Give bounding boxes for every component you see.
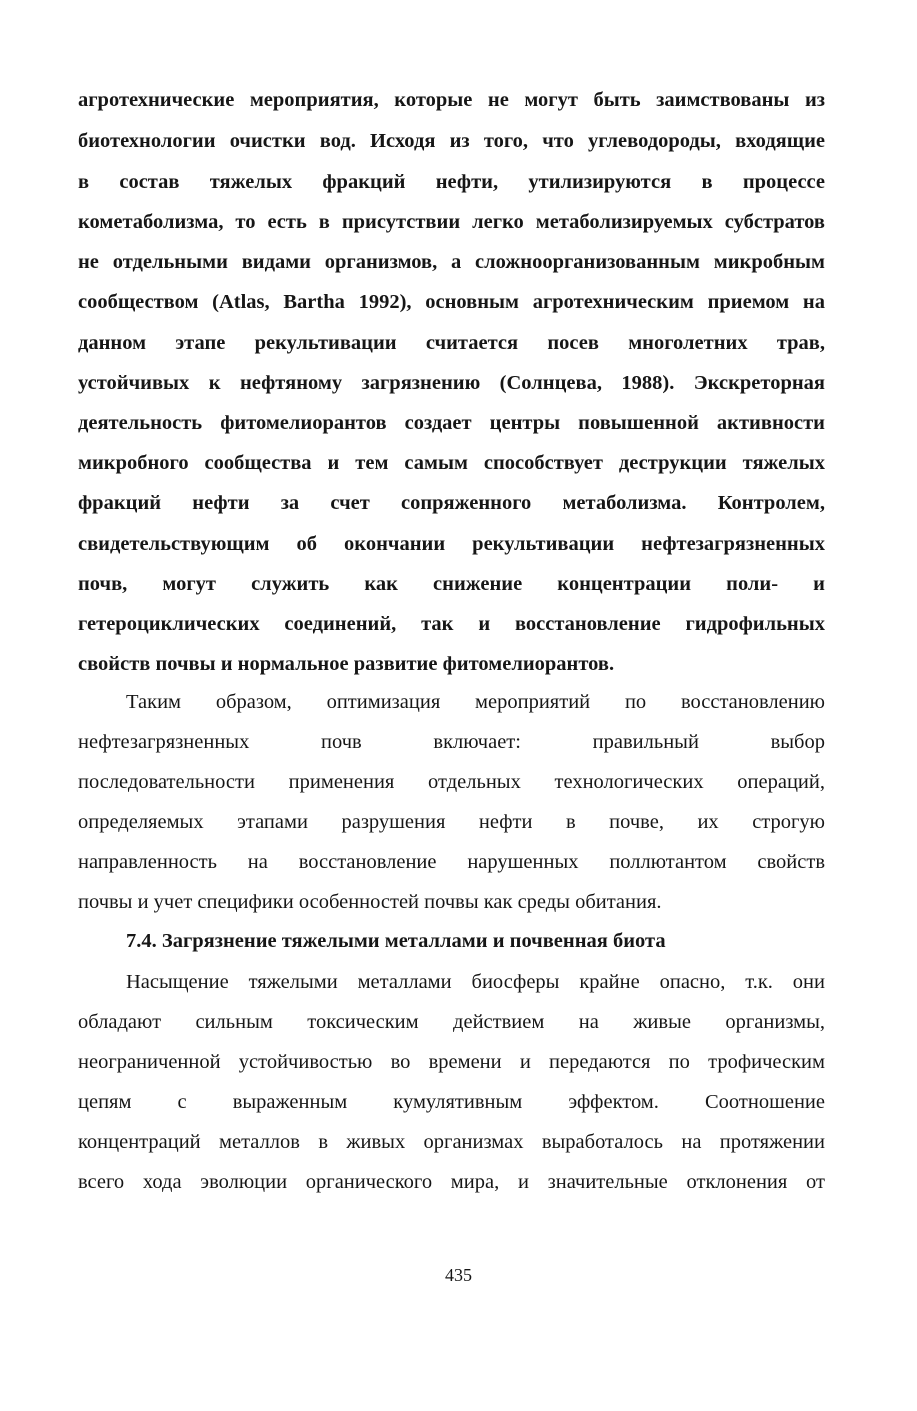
text-line: свойств почвы и нормальное развитие фитомелиорантов. [78, 653, 615, 675]
text-line: Таким образом, оптимизация мероприятий по восстановлению [126, 691, 825, 713]
text-line: концентраций металлов в живых организмах выработалось на протяжении [78, 1131, 825, 1153]
text-line: гетероциклических соединений, так и восстановление гидрофильных [78, 613, 825, 635]
text-line: биотехнологии очистки вод. Исходя из того, что углеводороды, входящие [78, 130, 825, 152]
text-line: почвы и учет специфики особенностей почвы как среды обитания. [78, 891, 662, 913]
text-line: определяемых этапами разрушения нефти в почве, их строгую [78, 811, 825, 833]
text-line: почв, могут служить как снижение концентрации поли- и [78, 573, 825, 595]
text-line: сообществом (Atlas, Bartha 1992), основным агротехническим приемом на [78, 291, 825, 313]
text-line: кометаболизма, то есть в присутствии легко метаболизируемых субстратов [78, 211, 825, 233]
text-line: не отдельными видами организмов, а сложноорганизованным микробным [78, 251, 825, 273]
text-line: данном этапе рекультивации считается посев многолетних трав, [78, 332, 825, 354]
text-line: свидетельствующим об окончании рекультивации нефтезагрязненных [78, 533, 825, 555]
page-number: 435 [445, 1265, 472, 1285]
text-line: последовательности применения отдельных технологических операций, [78, 771, 825, 793]
section-heading: 7.4. Загрязнение тяжелыми металлами и почвенная биота [126, 930, 666, 952]
text-line: обладают сильным токсическим действием на живые организмы, [78, 1011, 825, 1033]
text-line: фракций нефти за счет сопряженного метаболизма. Контролем, [78, 492, 825, 514]
text-line: цепям с выраженным кумулятивным эффектом. Соотношение [78, 1091, 825, 1113]
text-line: направленность на восстановление нарушенных поллютантом свойств [78, 851, 825, 873]
text-line: всего хода эволюции органического мира, и значительные отклонения от [78, 1171, 825, 1193]
text-line: неограниченной устойчивостью во времени и передаются по трофическим [78, 1051, 825, 1073]
text-line: деятельность фитомелиорантов создает центры повышенной активности [78, 412, 825, 434]
text-line: нефтезагрязненных почв включает: правильный выбор [78, 731, 825, 753]
text-line: устойчивых к нефтяному загрязнению (Солнцева, 1988). Экскреторная [78, 372, 825, 394]
text-line: агротехнические мероприятия, которые не могут быть заимствованы из [78, 89, 825, 111]
text-line: Насыщение тяжелыми металлами биосферы крайне опасно, т.к. они [126, 971, 825, 993]
text-line: микробного сообщества и тем самым способствует деструкции тяжелых [78, 452, 825, 474]
text-line: в состав тяжелых фракций нефти, утилизируются в процессе [78, 171, 825, 193]
